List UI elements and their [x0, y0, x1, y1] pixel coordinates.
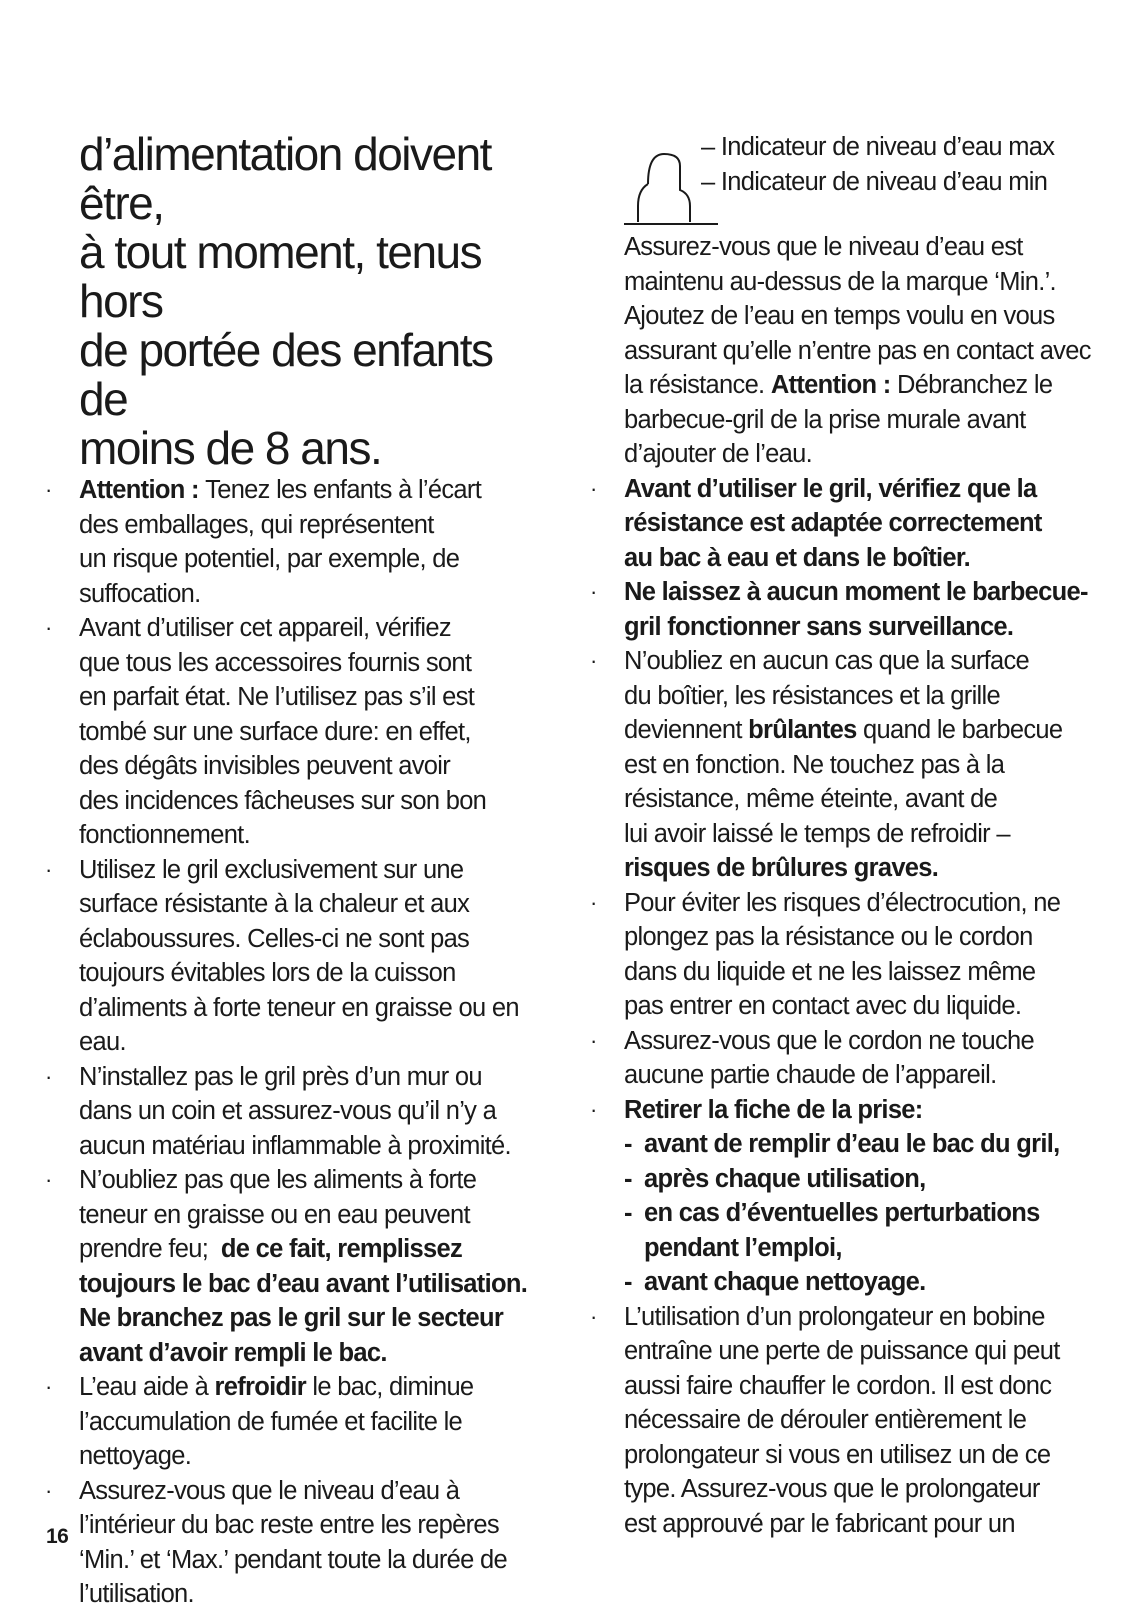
list-item-placement: [45, 1060, 547, 1164]
sub-item: [624, 1127, 1104, 1162]
text-line: surface résistante à la chaleur et aux: [79, 890, 470, 918]
list-item-unplug: [590, 1093, 1104, 1300]
bold-text: Avant d’utiliser le gril, vérifiez que la: [624, 474, 1037, 503]
sub-item-text: en cas d’éventuelles perturbations: [644, 1199, 1040, 1227]
text-line: que tous les accessoires fournis sont: [79, 648, 472, 677]
list-item-fire-risk: [45, 1163, 547, 1370]
text-line: Assurez-vous que le niveau d’eau est: [624, 233, 1023, 261]
text-line: assurant qu’elle n’entre pas en contact avec: [624, 336, 1091, 365]
text-line: plongez pas la résistance ou le cordon: [624, 923, 1033, 951]
bold-text: Attention :: [770, 371, 891, 399]
text-line: N’oubliez pas que les aliments à forte: [79, 1166, 477, 1194]
list-item-surface: [45, 853, 547, 1060]
list-item-hot-surfaces: [590, 644, 1104, 886]
sub-item-text: avant de remplir d’eau le bac du gril,: [644, 1130, 1060, 1158]
text-line: barbecue-gril de la prise murale avant: [624, 405, 1026, 434]
text-line: toujours évitables lors de la cuisson: [79, 959, 456, 987]
bold-text: résistance est adaptée correctement: [624, 509, 1042, 537]
sub-item: [624, 1265, 1104, 1300]
bullet: ·: [45, 1063, 52, 1089]
text-line: Avant d’utiliser cet appareil, vérifiez: [79, 614, 451, 642]
text-span: la résistance.: [624, 371, 771, 399]
text-line: Ajoutez de l’eau en temps voulu en vous: [624, 302, 1055, 330]
right-column: [590, 128, 1104, 1541]
text-line: en parfait état. Ne l’utilisez pas s’il est: [79, 683, 475, 711]
bullet: ·: [45, 1167, 52, 1192]
text-line: aussi faire chauffer le cordon. Il est donc: [624, 1371, 1052, 1400]
bold-text: toujours le bac d’eau avant l’utilisation.: [79, 1269, 528, 1298]
bullet: ·: [590, 579, 597, 604]
sub-item-text: pendant l’emploi,: [644, 1233, 842, 1262]
dash: -: [624, 1164, 632, 1193]
dash: -: [624, 1130, 632, 1158]
sub-item: [624, 1196, 1104, 1265]
text-line: N’oubliez en aucun cas que la surface: [624, 647, 1030, 675]
sub-item-text: après chaque utilisation,: [644, 1164, 926, 1193]
text-span: L’eau aide à: [79, 1373, 215, 1401]
text-line: pas entrer en contact avec du liquide.: [624, 992, 1022, 1020]
text-line: Assurez-vous que le cordon ne touche: [624, 1026, 1034, 1055]
text-line: prendre feu;: [79, 1235, 209, 1263]
list-item-cord: [590, 1024, 1104, 1093]
text-line: entraîne une perte de puissance qui peut: [624, 1337, 1060, 1365]
bold-text: Retirer la fiche de la prise:: [624, 1095, 923, 1124]
bullet: ·: [45, 477, 52, 502]
text-line: dans du liquide et ne les laissez même: [624, 957, 1036, 986]
list-item-electrocution: [590, 886, 1104, 1024]
bold-label: Attention :: [79, 476, 206, 504]
text-line: L’utilisation d’un prolongateur en bobine: [624, 1302, 1045, 1331]
bullet: ·: [590, 648, 597, 673]
text-line: d’ajouter de l’eau.: [624, 440, 813, 468]
text-line: l’utilisation.: [79, 1580, 194, 1608]
bold-text: risques de brûlures graves.: [624, 854, 939, 882]
sub-item: [624, 1162, 1104, 1197]
text-line: éclaboussures. Celles-ci ne sont pas: [79, 924, 470, 953]
text-line: N’installez pas le gril près d’un mur ou: [79, 1062, 482, 1091]
text-line: Assurez-vous que le niveau d’eau à: [79, 1476, 460, 1505]
water-level-legend: [624, 128, 1104, 230]
text-line: résistance, même éteinte, avant de: [624, 785, 998, 813]
max-level-label: – Indicateur de niveau d’eau max: [701, 133, 1055, 161]
bullet: ·: [590, 1303, 597, 1329]
text-line: eau.: [79, 1028, 126, 1056]
text-line: nécessaire de dérouler entièrement le: [624, 1406, 1027, 1434]
text-line: un risque potentiel, par exemple, de: [79, 545, 460, 573]
text-line: à tout moment, tenus hors: [79, 226, 482, 327]
text-line: prolongateur si vous en utilisez un de ce: [624, 1440, 1051, 1469]
text-line: de portée des enfants de: [79, 324, 493, 425]
text-line: du boîtier, les résistances et la grille: [624, 681, 1000, 710]
text-line: Pour éviter les risques d’électrocution, ne: [624, 888, 1061, 917]
text-line: l’accumulation de fumée et facilite le: [79, 1407, 463, 1436]
text-line: ‘Min.’ et ‘Max.’ pendant toute la durée de: [79, 1545, 507, 1574]
text-line: l’intérieur du bac reste entre les repères: [79, 1511, 499, 1539]
bullet: ·: [590, 1096, 597, 1122]
list-item-attention: [45, 473, 547, 611]
bold-text: de ce fait, remplissez: [220, 1235, 463, 1263]
text-line: tombé sur une surface dure: en effet,: [79, 717, 471, 746]
bold-text: Ne branchez pas le gril sur le secteur: [79, 1304, 504, 1332]
text-span: le bac, diminue: [306, 1373, 474, 1401]
bold-text: brûlantes: [748, 716, 857, 744]
sub-item-text: avant chaque nettoyage.: [644, 1268, 926, 1296]
list-item-supervision: [590, 575, 1104, 644]
bullet: ·: [45, 1374, 52, 1399]
text-line: Tenez les enfants à l’écart: [205, 476, 482, 504]
text-line: teneur en graisse ou en eau peuvent: [79, 1200, 470, 1229]
list-item-extension-cord: [590, 1300, 1104, 1542]
text-span: quand le barbecue: [856, 716, 1063, 744]
page-number: 16: [46, 1525, 69, 1548]
bold-text: au bac à eau et dans le boîtier.: [624, 543, 971, 572]
text-line: est en fonction. Ne touchez pas à la: [624, 750, 1005, 779]
text-line: des dégâts invisibles peuvent avoir: [79, 752, 450, 780]
dash: -: [624, 1268, 632, 1296]
list-item-resistance-check: [590, 472, 1104, 576]
text-line: aucune partie chaude de l’appareil.: [624, 1061, 997, 1089]
text-line: est approuvé par le fabricant pour un: [624, 1509, 1015, 1538]
bold-text: Ne laissez à aucun moment le barbecue-: [624, 578, 1088, 606]
text-line: fonctionnement.: [79, 821, 250, 849]
text-line: nettoyage.: [79, 1442, 192, 1470]
lead-paragraph: [79, 130, 547, 473]
min-level-label: – Indicateur de niveau d’eau min: [701, 168, 1048, 196]
text-line: type. Assurez-vous que le prolongateur: [624, 1475, 1040, 1503]
bold-text: gril fonctionner sans surveillance.: [624, 612, 1014, 641]
text-line: suffocation.: [79, 579, 201, 608]
list-item-accessories: [45, 611, 547, 853]
text-line: lui avoir laissé le temps de refroidir –: [624, 819, 1010, 848]
text-line: Utilisez le gril exclusivement sur une: [79, 855, 464, 884]
bullet: ·: [45, 615, 52, 640]
text-line: maintenu au-dessus de la marque ‘Min.’.: [624, 267, 1056, 296]
bullet: ·: [45, 856, 52, 882]
text-line: des emballages, qui représentent: [79, 510, 434, 539]
text-span: Débranchez le: [890, 371, 1053, 399]
text-line: d’alimentation doivent être,: [79, 128, 491, 229]
list-item-water: [45, 1370, 547, 1474]
bullet: ·: [590, 1027, 597, 1053]
bold-text: avant d’avoir rempli le bac.: [79, 1338, 387, 1367]
bullet: ·: [590, 889, 597, 915]
text-line: dans un coin et assurez-vous qu’il n’y a: [79, 1097, 497, 1125]
text-span: deviennent: [624, 716, 749, 744]
text-line: d’aliments à forte teneur en graisse ou en: [79, 993, 519, 1022]
bold-text: refroidir: [214, 1373, 307, 1401]
intro-paragraph: [624, 230, 1104, 472]
text-line: aucun matériau inflammable à proximité.: [79, 1131, 511, 1160]
bullet: ·: [45, 1477, 52, 1503]
bullet: ·: [590, 475, 597, 501]
text-line: des incidences fâcheuses sur son bon: [79, 786, 487, 815]
dash: -: [624, 1199, 632, 1227]
text-line: moins de 8 ans.: [79, 422, 382, 474]
